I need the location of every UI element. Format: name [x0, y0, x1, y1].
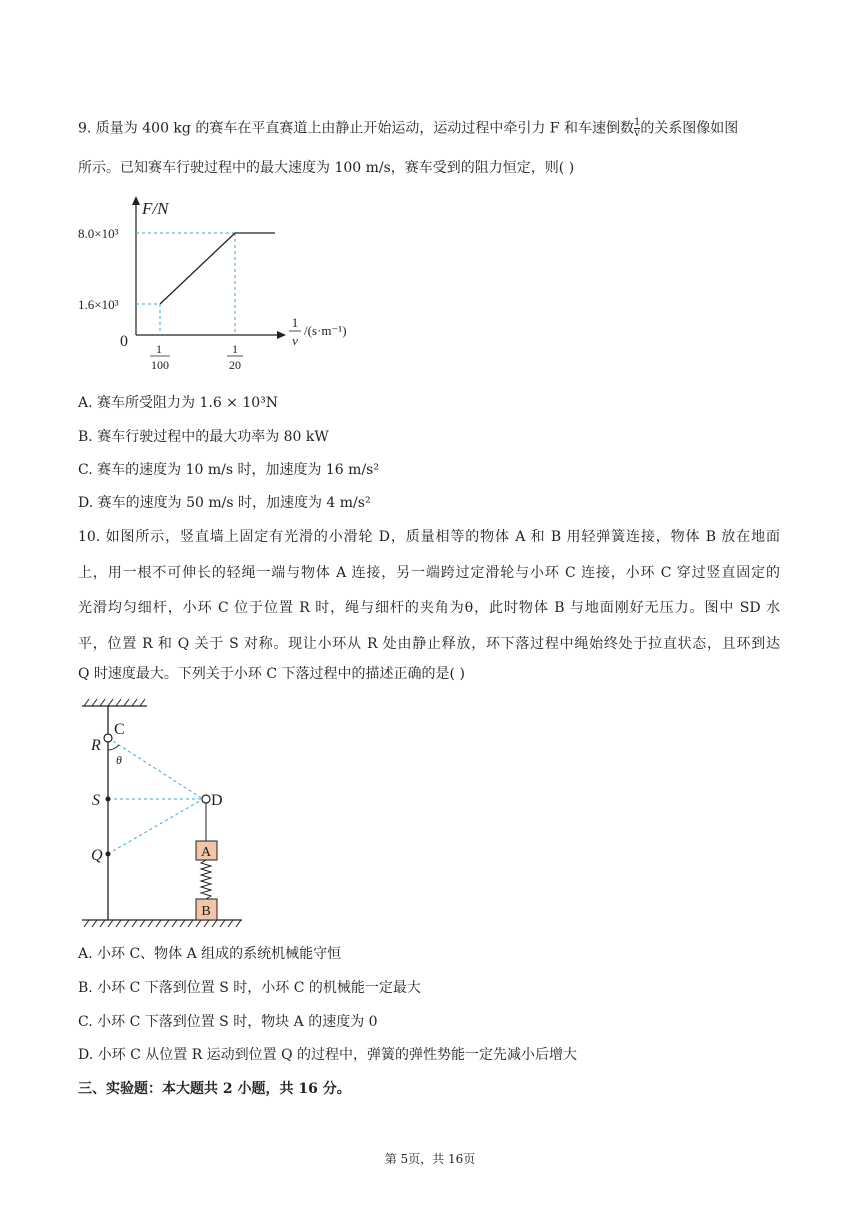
q9-option-a: A. 赛车所受阻力为 1.6 × 10³N	[78, 395, 279, 411]
q10-option-c: C. 小环 C 下落到位置 S 时，物块 A 的速度为 0	[78, 1014, 378, 1030]
y-axis-arrow	[132, 196, 140, 205]
label-A: A	[200, 845, 212, 860]
x-tick1-den: 100	[151, 358, 169, 372]
x-tick2-num: 1	[232, 342, 238, 356]
q9-force-graph	[70, 190, 370, 380]
q9-option-d: D. 赛车的速度为 50 m/s 时，加速度为 4 m/s²	[78, 495, 371, 511]
x-tick1-num: 1	[156, 342, 162, 356]
ring-C	[104, 734, 112, 742]
rope-from-Q	[108, 799, 203, 854]
y-tick-low: 1.6×10³	[78, 297, 119, 312]
q10-line-4: 平，位置 R 和 Q 关于 S 对称。现让小环从 R 处由静止释放，环下落过程中绳始终处于拉直状态，且环到达	[78, 636, 780, 652]
ground-hatch	[84, 920, 241, 927]
section-heading-experiments: 三、实验题：本大题共 2 小题，共 16 分。	[78, 1081, 351, 1097]
point-S	[106, 797, 111, 802]
x-axis-arrow	[277, 331, 286, 339]
q9-line-2: 所示。已知赛车行驶过程中的最大速度为 100 m/s，赛车受到的阻力恒定，则( )	[78, 160, 575, 176]
frac-numerator: 1	[633, 117, 641, 128]
q10-line-3: 光滑均匀细杆，小环 C 位于位置 R 时，绳与细杆的夹角为θ，此时物体 B 与地面刚好无压力。图中 SD 水	[78, 600, 780, 616]
label-B: B	[201, 904, 211, 919]
page-footer: 第 5页，共 16页	[384, 1152, 476, 1166]
q9-line-1-prefix: 9. 质量为 400 kg 的赛车在平直赛道上由静止开始运动，运动过程中牵引力 F 和车速倒数	[78, 120, 634, 137]
ceiling-hatch	[84, 699, 145, 706]
theta-arc	[108, 745, 119, 750]
x-axis-label: /(s·m⁻¹)	[304, 323, 347, 338]
spring	[201, 860, 211, 899]
frac-denominator: v	[634, 128, 640, 139]
origin-label: 0	[120, 333, 128, 350]
label-Q: Q	[91, 847, 103, 864]
q10-line-5: Q 时速度最大。下列关于小环 C 下落过程中的描述正确的是( )	[78, 666, 465, 682]
q9-line-1	[78, 118, 738, 139]
x-axis-frac-num: 1	[291, 315, 299, 330]
q9-option-c: C. 赛车的速度为 10 m/s 时，加速度为 16 m/s²	[78, 462, 379, 478]
q10-option-b: B. 小环 C 下落到位置 S 时，小环 C 的机械能一定最大	[78, 980, 421, 996]
q10-option-d: D. 小环 C 从位置 R 运动到位置 Q 的过程中，弹簧的弹性势能一定先减小后增大	[78, 1047, 578, 1063]
x-tick2-den: 20	[229, 358, 241, 372]
q10-line-2: 上，用一根不可伸长的轻绳一端与物体 A 连接，另一端跨过定滑轮与小环 C 连接，小环 C 穿过竖直固定的	[78, 565, 780, 581]
label-C: C	[114, 721, 125, 738]
q10-pulley-figure	[72, 698, 252, 928]
label-S: S	[92, 792, 100, 809]
q10-option-a: A. 小环 C、物体 A 组成的系统机械能守恒	[78, 946, 342, 962]
y-tick-high: 8.0×10³	[78, 226, 119, 241]
q10-line-1: 10. 如图所示，竖直墙上固定有光滑的小滑轮 D，质量相等的物体 A 和 B 用轻弹簧连接，物体 B 放在地面	[78, 529, 780, 545]
point-Q	[106, 852, 111, 857]
label-R: R	[91, 737, 101, 754]
q9-line-1-suffix: 的关系图像如图	[640, 120, 739, 137]
graph-rising-segment	[160, 233, 235, 304]
x-axis-frac-den: v	[292, 333, 298, 348]
q9-option-b: B. 赛车行驶过程中的最大功率为 80 kW	[78, 429, 329, 445]
y-axis-label: F/N	[142, 199, 169, 218]
label-D: D	[211, 792, 223, 809]
rope-from-R	[108, 738, 203, 799]
pulley-D	[202, 795, 210, 803]
label-theta: θ	[116, 753, 122, 767]
